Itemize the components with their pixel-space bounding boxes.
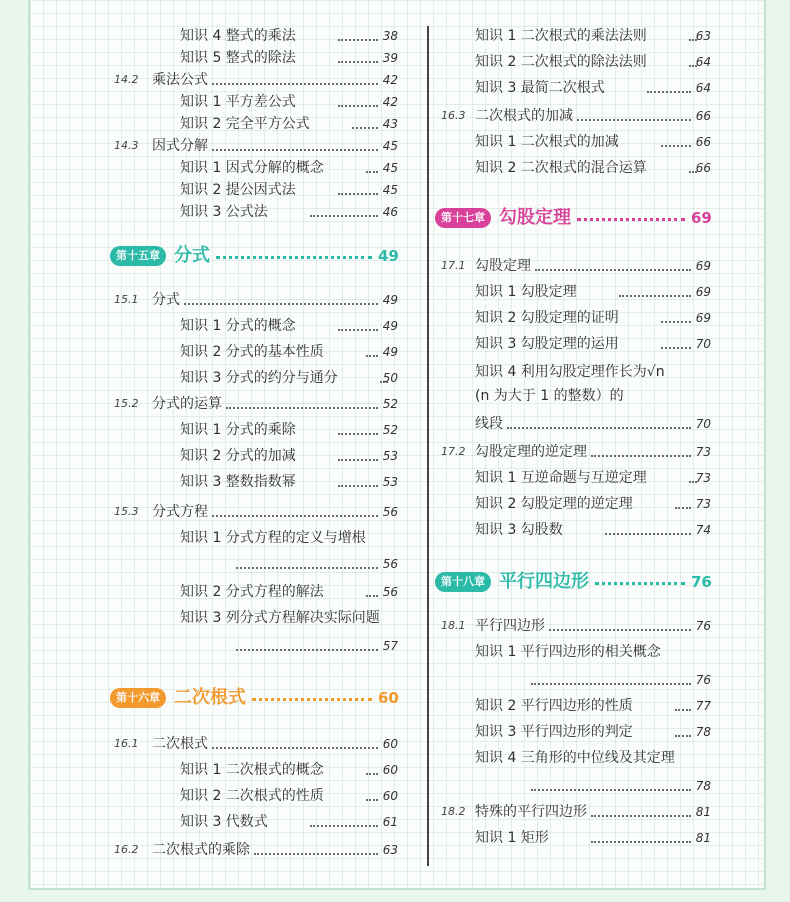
page-number: 56 bbox=[382, 505, 398, 519]
leader-dots bbox=[507, 427, 691, 429]
page-number: 70 bbox=[695, 337, 711, 351]
entry-title: 知识 1 分式的概念 bbox=[180, 318, 296, 334]
entry-title: 知识 1 互逆命题与互逆定理 bbox=[475, 470, 647, 486]
leader-dots bbox=[675, 735, 691, 737]
toc-page bbox=[28, 0, 766, 890]
entry-row[interactable] bbox=[429, 826, 711, 850]
entry-title: 知识 1 勾股定理 bbox=[475, 284, 577, 300]
entry-title: 知识 2 二次根式的除法法则 bbox=[475, 54, 647, 70]
section-number: 15.1 bbox=[114, 293, 139, 306]
leader-dots bbox=[366, 355, 378, 357]
page-number: 43 bbox=[382, 117, 398, 131]
section-row[interactable] bbox=[429, 614, 711, 638]
entry-row[interactable] bbox=[30, 580, 398, 604]
page-number: 46 bbox=[382, 205, 398, 219]
leader-dots bbox=[212, 515, 378, 517]
entry-title: 知识 4 利用勾股定理作长为√n bbox=[475, 364, 665, 380]
page-number: 50 bbox=[382, 371, 398, 385]
leader-dots bbox=[366, 773, 378, 775]
entry-row[interactable] bbox=[30, 784, 398, 808]
chapter-badge: 第十五章 bbox=[110, 246, 166, 266]
section-number: 18.2 bbox=[441, 805, 466, 818]
entry-title: 知识 3 分式的约分与通分 bbox=[180, 370, 338, 386]
entry-title: 知识 3 最简二次根式 bbox=[475, 80, 605, 96]
page-number: 73 bbox=[695, 445, 711, 459]
leader-dots bbox=[338, 61, 378, 63]
leader-dots bbox=[591, 841, 691, 843]
page-number: 69 bbox=[695, 259, 711, 273]
leader-dots bbox=[310, 215, 378, 217]
chapter-leader-dots bbox=[577, 218, 685, 221]
leader-dots bbox=[212, 83, 378, 85]
entry-title: 知识 2 平行四边形的性质 bbox=[475, 698, 633, 714]
entry-title: 二次根式的加减 bbox=[475, 108, 573, 124]
chapter-page-number: 49 bbox=[378, 247, 399, 265]
entry-title: 知识 3 公式法 bbox=[180, 204, 268, 220]
entry-title: 知识 2 二次根式的混合运算 bbox=[475, 160, 647, 176]
page-number: 66 bbox=[695, 161, 711, 175]
leader-dots bbox=[675, 709, 691, 711]
leader-dots bbox=[338, 433, 378, 435]
page-number: 73 bbox=[695, 497, 711, 511]
page-number: 81 bbox=[695, 805, 711, 819]
entry-row[interactable] bbox=[429, 76, 711, 100]
section-row[interactable] bbox=[30, 288, 398, 312]
page-number: 76 bbox=[695, 619, 711, 633]
entry-title: 知识 1 分式的乘除 bbox=[180, 422, 296, 438]
leader-dots bbox=[661, 145, 691, 147]
entry-row[interactable] bbox=[429, 130, 711, 154]
entry-title: 平行四边形 bbox=[475, 618, 545, 634]
page-number: 45 bbox=[382, 161, 398, 175]
page-number: 60 bbox=[382, 763, 398, 777]
page-number: 60 bbox=[382, 789, 398, 803]
entry-row[interactable] bbox=[429, 640, 711, 664]
entry-title: 知识 2 二次根式的性质 bbox=[180, 788, 324, 804]
section-row[interactable] bbox=[30, 134, 398, 158]
entry-row[interactable] bbox=[30, 200, 398, 224]
entry-row[interactable] bbox=[30, 418, 398, 442]
entry-title: 线段 bbox=[475, 416, 503, 432]
leader-dots bbox=[531, 789, 691, 791]
entry-row[interactable] bbox=[30, 156, 398, 180]
chapter-title[interactable]: 平行四边形 bbox=[499, 571, 589, 592]
entry-title: 知识 3 平行四边形的判定 bbox=[475, 724, 633, 740]
leader-dots bbox=[549, 629, 691, 631]
entry-title: 知识 2 勾股定理的证明 bbox=[475, 310, 619, 326]
entry-title: 分式方程 bbox=[152, 504, 208, 520]
leader-dots bbox=[338, 459, 378, 461]
page-number: 81 bbox=[695, 831, 711, 845]
entry-row[interactable] bbox=[429, 518, 711, 542]
entry-title: 知识 1 矩形 bbox=[475, 830, 549, 846]
page-number: 49 bbox=[382, 345, 398, 359]
section-number: 16.1 bbox=[114, 737, 139, 750]
entry-row[interactable] bbox=[429, 412, 711, 436]
page-number: 53 bbox=[382, 449, 398, 463]
page-number: 78 bbox=[695, 725, 711, 739]
entry-row[interactable] bbox=[30, 314, 398, 338]
page-number: 56 bbox=[382, 557, 398, 571]
leader-dots bbox=[254, 853, 378, 855]
page-number: 77 bbox=[695, 699, 711, 713]
chapter-badge: 第十六章 bbox=[110, 688, 166, 708]
leader-dots bbox=[675, 507, 691, 509]
entry-row[interactable] bbox=[30, 178, 398, 202]
leader-dots bbox=[531, 683, 691, 685]
leader-dots bbox=[226, 407, 378, 409]
entry-row[interactable] bbox=[429, 156, 711, 180]
chapter-leader-dots bbox=[216, 256, 372, 259]
entry-row[interactable] bbox=[30, 634, 398, 658]
chapter-page-number: 60 bbox=[378, 689, 399, 707]
entry-title: 知识 2 提公因式法 bbox=[180, 182, 296, 198]
entry-row[interactable] bbox=[429, 50, 711, 74]
entry-title: 知识 1 二次根式的乘法法则 bbox=[475, 28, 647, 44]
leader-dots bbox=[212, 747, 378, 749]
section-row[interactable] bbox=[30, 838, 398, 862]
chapter-page-number: 76 bbox=[691, 573, 712, 591]
entry-title: 知识 1 分式方程的定义与增根 bbox=[180, 530, 366, 546]
entry-row[interactable] bbox=[429, 384, 711, 408]
entry-row[interactable] bbox=[429, 746, 711, 770]
entry-row[interactable] bbox=[429, 280, 711, 304]
chapter-title[interactable]: 勾股定理 bbox=[499, 207, 571, 228]
page-number: 69 bbox=[695, 311, 711, 325]
section-number: 17.2 bbox=[441, 445, 466, 458]
section-row[interactable] bbox=[429, 440, 711, 464]
page-number: 49 bbox=[382, 293, 398, 307]
page-number: 42 bbox=[382, 73, 398, 87]
entry-row[interactable] bbox=[429, 466, 711, 490]
page-number: 64 bbox=[695, 55, 711, 69]
entry-title: 分式 bbox=[152, 292, 180, 308]
page-number: 66 bbox=[695, 109, 711, 123]
entry-row[interactable] bbox=[30, 112, 398, 136]
page-number: 53 bbox=[382, 475, 398, 489]
chapter-leader-dots bbox=[252, 698, 372, 701]
chapter-title[interactable]: 二次根式 bbox=[174, 687, 246, 708]
entry-title: 知识 2 分式方程的解法 bbox=[180, 584, 324, 600]
entry-title: 知识 1 因式分解的概念 bbox=[180, 160, 324, 176]
leader-dots bbox=[366, 171, 378, 173]
page-number: 52 bbox=[382, 397, 398, 411]
leader-dots bbox=[661, 321, 691, 323]
leader-dots bbox=[647, 91, 691, 93]
section-number: 17.1 bbox=[441, 259, 466, 272]
entry-title: 二次根式的乘除 bbox=[152, 842, 250, 858]
section-row[interactable] bbox=[30, 500, 398, 524]
page-number: 69 bbox=[695, 285, 711, 299]
page-number: 70 bbox=[695, 417, 711, 431]
leader-dots bbox=[236, 567, 378, 569]
entry-title: 知识 1 平方差公式 bbox=[180, 94, 296, 110]
leader-dots bbox=[661, 347, 691, 349]
entry-title: 知识 2 分式的基本性质 bbox=[180, 344, 324, 360]
entry-row[interactable] bbox=[30, 606, 398, 630]
entry-title: 勾股定理的逆定理 bbox=[475, 444, 587, 460]
entry-row[interactable] bbox=[30, 366, 398, 390]
entry-row[interactable] bbox=[30, 470, 398, 494]
section-number: 16.2 bbox=[114, 843, 139, 856]
leader-dots bbox=[338, 105, 378, 107]
chapter-title[interactable]: 分式 bbox=[174, 245, 210, 266]
entry-row[interactable] bbox=[30, 526, 398, 550]
page-number: 56 bbox=[382, 585, 398, 599]
leader-dots bbox=[184, 303, 378, 305]
entry-row[interactable] bbox=[429, 668, 711, 692]
section-row[interactable] bbox=[429, 800, 711, 824]
entry-row[interactable] bbox=[429, 492, 711, 516]
entry-row[interactable] bbox=[429, 332, 711, 356]
page-number: 60 bbox=[382, 737, 398, 751]
entry-row[interactable] bbox=[30, 340, 398, 364]
page-number: 73 bbox=[695, 471, 711, 485]
leader-dots bbox=[236, 649, 378, 651]
page-number: 57 bbox=[382, 639, 398, 653]
entry-title: 知识 1 平行四边形的相关概念 bbox=[475, 644, 661, 660]
section-number: 16.3 bbox=[441, 109, 466, 122]
entry-title: (n 为大于 1 的整数）的 bbox=[475, 388, 624, 404]
entry-row[interactable] bbox=[30, 24, 398, 48]
chapter-badge: 第十七章 bbox=[435, 208, 491, 228]
section-number: 18.1 bbox=[441, 619, 466, 632]
entry-row[interactable] bbox=[30, 444, 398, 468]
entry-title: 知识 3 代数式 bbox=[180, 814, 268, 830]
section-row[interactable] bbox=[429, 254, 711, 278]
entry-title: 特殊的平行四边形 bbox=[475, 804, 587, 820]
entry-row[interactable] bbox=[429, 306, 711, 330]
entry-row[interactable] bbox=[30, 552, 398, 576]
leader-dots bbox=[338, 329, 378, 331]
leader-dots bbox=[535, 269, 691, 271]
entry-title: 知识 5 整式的除法 bbox=[180, 50, 296, 66]
entry-title: 知识 3 整数指数幂 bbox=[180, 474, 296, 490]
chapter-leader-dots bbox=[595, 582, 685, 585]
leader-dots bbox=[212, 149, 378, 151]
page-number: 49 bbox=[382, 319, 398, 333]
leader-dots bbox=[366, 595, 378, 597]
page-number: 66 bbox=[695, 135, 711, 149]
page-number: 63 bbox=[695, 29, 711, 43]
section-row[interactable] bbox=[429, 104, 711, 128]
leader-dots bbox=[619, 295, 691, 297]
section-number: 14.2 bbox=[114, 73, 139, 86]
page-number: 63 bbox=[382, 843, 398, 857]
entry-row[interactable] bbox=[429, 24, 711, 48]
section-number: 14.3 bbox=[114, 139, 139, 152]
leader-dots bbox=[338, 485, 378, 487]
page-number: 61 bbox=[382, 815, 398, 829]
leader-dots bbox=[577, 119, 691, 121]
chapter-page-number: 69 bbox=[691, 209, 712, 227]
section-row[interactable] bbox=[30, 392, 398, 416]
chapter-badge: 第十八章 bbox=[435, 572, 491, 592]
entry-title: 知识 2 分式的加减 bbox=[180, 448, 296, 464]
leader-dots bbox=[310, 825, 378, 827]
leader-dots bbox=[366, 799, 378, 801]
page-number: 76 bbox=[695, 673, 711, 687]
leader-dots bbox=[338, 193, 378, 195]
page-number: 39 bbox=[382, 51, 398, 65]
entry-row[interactable] bbox=[30, 758, 398, 782]
page-number: 78 bbox=[695, 779, 711, 793]
entry-title: 乘法公式 bbox=[152, 72, 208, 88]
entry-title: 知识 4 三角形的中位线及其定理 bbox=[475, 750, 675, 766]
entry-title: 因式分解 bbox=[152, 138, 208, 154]
entry-title: 知识 3 勾股定理的运用 bbox=[475, 336, 619, 352]
section-row[interactable] bbox=[30, 68, 398, 92]
section-number: 15.2 bbox=[114, 397, 139, 410]
entry-row[interactable] bbox=[429, 720, 711, 744]
entry-title: 知识 2 完全平方公式 bbox=[180, 116, 310, 132]
section-number: 15.3 bbox=[114, 505, 139, 518]
page-number: 52 bbox=[382, 423, 398, 437]
page-number: 64 bbox=[695, 81, 711, 95]
leader-dots bbox=[352, 127, 378, 129]
entry-title: 知识 4 整式的乘法 bbox=[180, 28, 296, 44]
entry-title: 知识 1 二次根式的概念 bbox=[180, 762, 324, 778]
entry-row[interactable] bbox=[429, 774, 711, 798]
entry-title: 知识 1 二次根式的加减 bbox=[475, 134, 619, 150]
section-row[interactable] bbox=[30, 732, 398, 756]
entry-row[interactable] bbox=[30, 810, 398, 834]
entry-row[interactable] bbox=[30, 46, 398, 70]
page-number: 45 bbox=[382, 183, 398, 197]
entry-row[interactable] bbox=[30, 90, 398, 114]
entry-title: 勾股定理 bbox=[475, 258, 531, 274]
leader-dots bbox=[605, 533, 691, 535]
entry-title: 知识 3 勾股数 bbox=[475, 522, 563, 538]
entry-title: 知识 3 列分式方程解决实际问题 bbox=[180, 610, 380, 626]
page-number: 74 bbox=[695, 523, 711, 537]
leader-dots bbox=[591, 815, 691, 817]
entry-title: 分式的运算 bbox=[152, 396, 222, 412]
leader-dots bbox=[338, 39, 378, 41]
page-number: 42 bbox=[382, 95, 398, 109]
entry-title: 知识 2 勾股定理的逆定理 bbox=[475, 496, 633, 512]
leader-dots bbox=[591, 455, 691, 457]
page-number: 45 bbox=[382, 139, 398, 153]
entry-row[interactable] bbox=[429, 694, 711, 718]
entry-title: 二次根式 bbox=[152, 736, 208, 752]
entry-row[interactable] bbox=[429, 360, 711, 384]
page-number: 38 bbox=[382, 29, 398, 43]
